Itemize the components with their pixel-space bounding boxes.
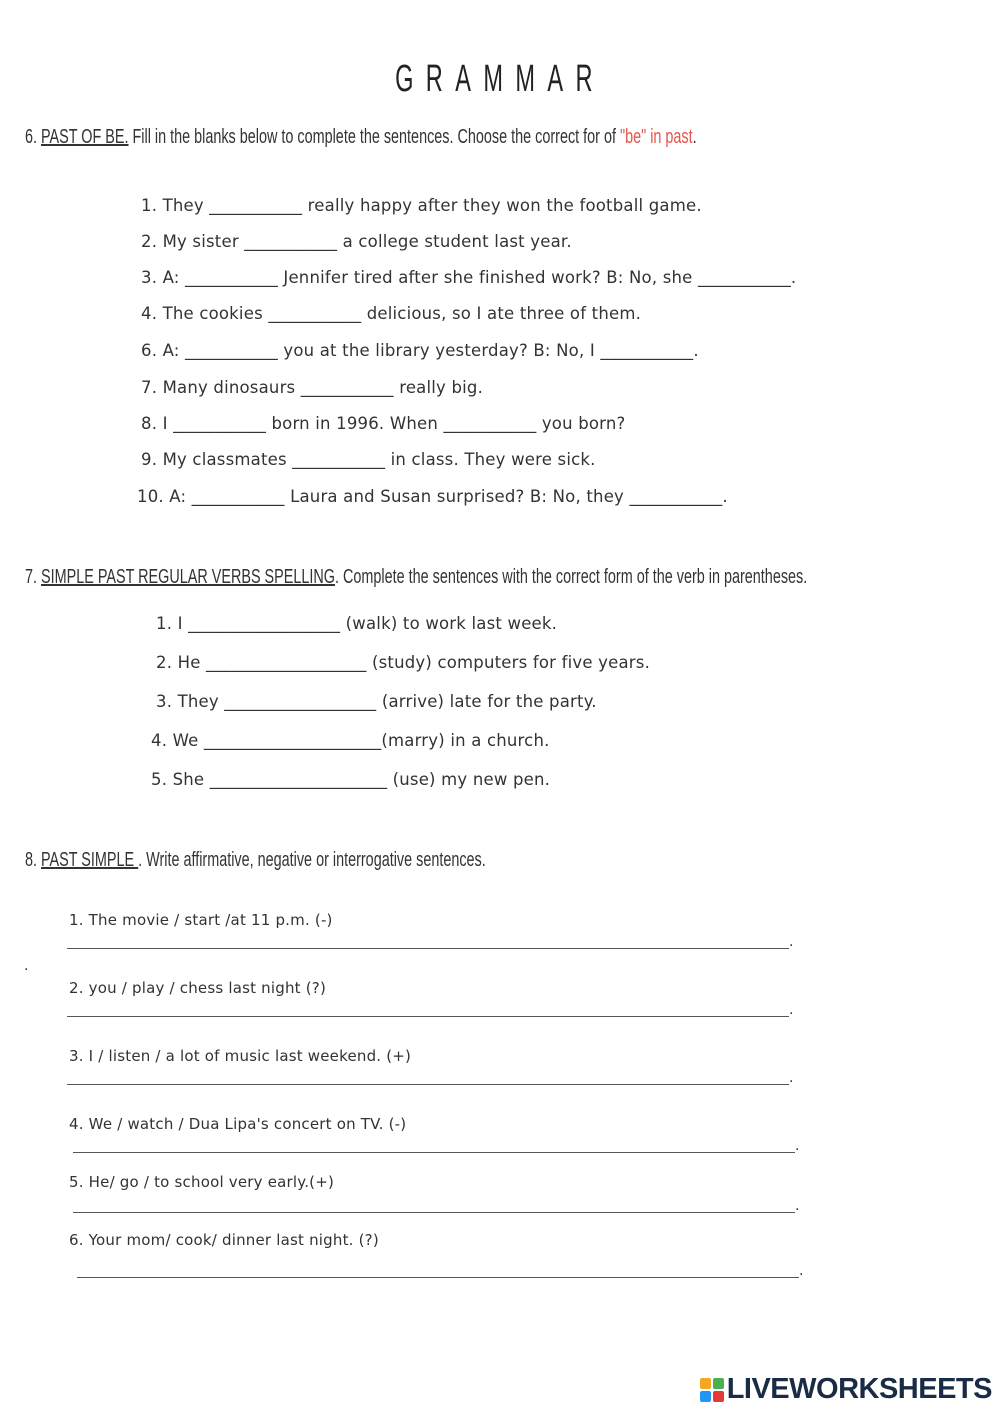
logo-square xyxy=(700,1378,711,1389)
logo-square xyxy=(700,1391,711,1402)
section-7-number: 7. xyxy=(25,566,42,588)
worksheet-title: GRAMMAR xyxy=(395,58,605,100)
logo-square xyxy=(713,1391,724,1402)
section-8-number: 8. xyxy=(25,849,42,871)
exercise-8-prompt: 2. you / play / chess last night (?) xyxy=(69,979,326,997)
answer-end-dot: . xyxy=(795,1138,800,1154)
exercise-6-item[interactable]: 8. I ___________ born in 1996. When ___________ you born? xyxy=(141,414,626,433)
answer-end-dot: . xyxy=(789,934,794,950)
section-8-topic: PAST SIMPLE xyxy=(41,849,139,871)
answer-line[interactable] xyxy=(73,1152,795,1153)
exercise-7-item[interactable]: 5. She _____________________ (use) my new pen. xyxy=(151,770,551,789)
answer-end-dot: . xyxy=(795,1198,800,1214)
section-6-end: . xyxy=(692,126,697,148)
exercise-7-item[interactable]: 4. We _____________________(marry) in a church. xyxy=(151,731,550,750)
section-8-instruction: . Write affirmative, negative or interrogative sentences. xyxy=(138,849,486,871)
answer-line[interactable] xyxy=(67,1016,789,1017)
exercise-7-item[interactable]: 3. They __________________ (arrive) late for the party. xyxy=(156,692,597,711)
exercise-8-prompt: 1. The movie / start /at 11 p.m. (-) xyxy=(69,911,333,929)
answer-end-dot: . xyxy=(799,1263,804,1279)
exercise-6-item[interactable]: 9. My classmates ___________ in class. They were sick. xyxy=(141,450,596,469)
exercise-6-item[interactable]: 3. A: ___________ Jennifer tired after she finished work? B: No, she ___________. xyxy=(141,268,797,287)
logo-mark-icon xyxy=(700,1378,724,1402)
section-6-instruction: Fill in the blanks below to complete the sentences. Choose the correct for of xyxy=(128,126,620,148)
section-6-number: 6. xyxy=(25,126,42,148)
exercise-7-item[interactable]: 1. I __________________ (walk) to work last week. xyxy=(156,614,558,633)
exercise-8-prompt: 5. He/ go / to school very early.(+) xyxy=(69,1173,335,1191)
exercise-6-item[interactable]: 2. My sister ___________ a college student last year. xyxy=(141,232,572,251)
section-7-instruction: . Complete the sentences with the correct form of the verb in parentheses. xyxy=(334,566,808,588)
exercise-6-item[interactable]: 4. The cookies ___________ delicious, so I ate three of them. xyxy=(141,304,642,323)
exercise-6-item[interactable]: 6. A: ___________ you at the library yesterday? B: No, I ___________. xyxy=(141,341,699,360)
answer-line[interactable] xyxy=(67,1084,789,1085)
exercise-6-item[interactable]: 7. Many dinosaurs ___________ really big. xyxy=(141,378,484,397)
exercise-8-prompt: 3. I / listen / a lot of music last weekend. (+) xyxy=(69,1047,412,1065)
exercise-7-item[interactable]: 2. He ___________________ (study) computers for five years. xyxy=(156,653,651,672)
section-6-highlight: "be" in past xyxy=(619,126,693,148)
answer-end-dot: . xyxy=(789,1002,794,1018)
answer-line[interactable] xyxy=(67,948,789,949)
logo-text: LIVEWORKSHEETS xyxy=(726,1373,992,1405)
liveworksheets-logo[interactable] xyxy=(700,1373,992,1406)
logo-square xyxy=(713,1378,724,1389)
answer-line[interactable] xyxy=(77,1277,799,1278)
section-7-heading xyxy=(25,566,807,589)
section-7-topic: SIMPLE PAST REGULAR VERBS SPELLING xyxy=(41,566,335,588)
exercise-6-item[interactable]: 1. They ___________ really happy after they won the football game. xyxy=(141,196,702,215)
section-8-heading xyxy=(25,849,486,872)
stray-dot: . xyxy=(24,958,29,974)
exercise-8-prompt: 4. We / watch / Dua Lipa's concert on TV. (-) xyxy=(69,1115,407,1133)
answer-line[interactable] xyxy=(73,1212,795,1213)
answer-end-dot: . xyxy=(789,1070,794,1086)
exercise-8-prompt: 6. Your mom/ cook/ dinner last night. (?) xyxy=(69,1231,379,1249)
exercise-6-item[interactable]: 10. A: ___________ Laura and Susan surprised? B: No, they ___________. xyxy=(137,487,728,506)
section-6-topic: PAST OF BE. xyxy=(41,126,129,148)
section-6-heading xyxy=(25,126,697,149)
